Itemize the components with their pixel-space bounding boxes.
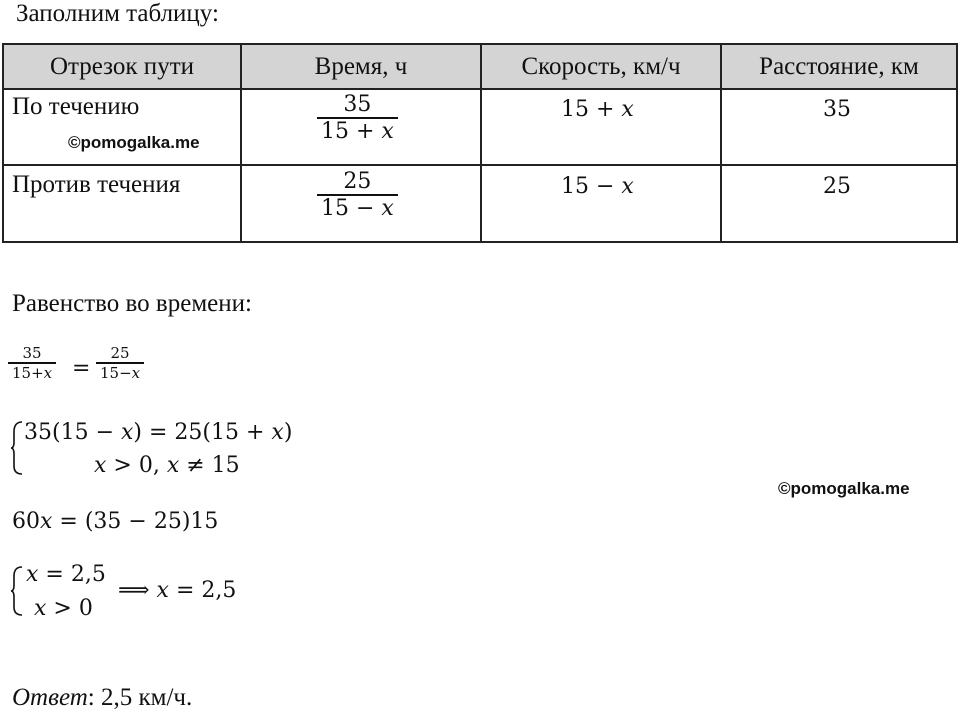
data-table [2,43,958,243]
row1-segment: По течению [12,93,140,120]
row2-time-denominator: 15 − x [321,196,394,221]
system2-result: ⟹ x = 2,5 [118,578,237,603]
eq1-equals: = [72,356,91,381]
eq2-line: 60x = (35 − 25)15 [12,509,219,534]
equality-label: Равенство во времени: [12,290,252,317]
row1-speed: 15 + x [561,97,634,122]
header-speed: Скорость, км/ч [521,52,681,80]
row2-time-fraction [317,169,398,221]
row-divider [4,164,956,166]
system2-line2: x > 0 [34,596,93,621]
watermark-table: ©pomogalka.me [68,133,200,152]
header-segment: Отрезок пути [50,52,194,80]
eq1-right-numerator: 25 [110,344,130,362]
eq1-right-denominator: 15−x [100,363,141,382]
row2-distance: 25 [823,174,851,199]
system1-line1: 35(15 − x) = 25(15 + x) [24,420,293,445]
row2-time-numerator: 25 [343,169,372,194]
watermark-right: ©pomogalka.me [778,479,910,498]
answer-label: Ответ [12,684,88,711]
row1-time-fraction [317,92,398,144]
header-distance: Расстояние, км [759,52,919,80]
row2-segment: Против течения [12,171,181,198]
eq1-left-numerator: 35 [22,344,42,362]
row1-time-numerator: 35 [343,92,372,117]
answer-line [12,684,192,712]
row2-speed: 15 − x [561,174,634,199]
intro-text: Заполним таблицу: [16,0,219,27]
answer-text: : 2,5 км/ч. [87,684,193,711]
system1-line2: x > 0, x ≠ 15 [94,453,240,478]
eq1-left-fraction [8,344,56,382]
row1-time-denominator: 15 + x [321,119,394,144]
eq1-right-fraction [96,344,144,382]
system2-line1: x = 2,5 [26,562,106,587]
left-brace-icon [10,565,26,617]
eq1-left-denominator: 15+x [12,363,53,382]
header-time: Время, ч [314,52,408,80]
row1-distance: 35 [823,97,851,122]
